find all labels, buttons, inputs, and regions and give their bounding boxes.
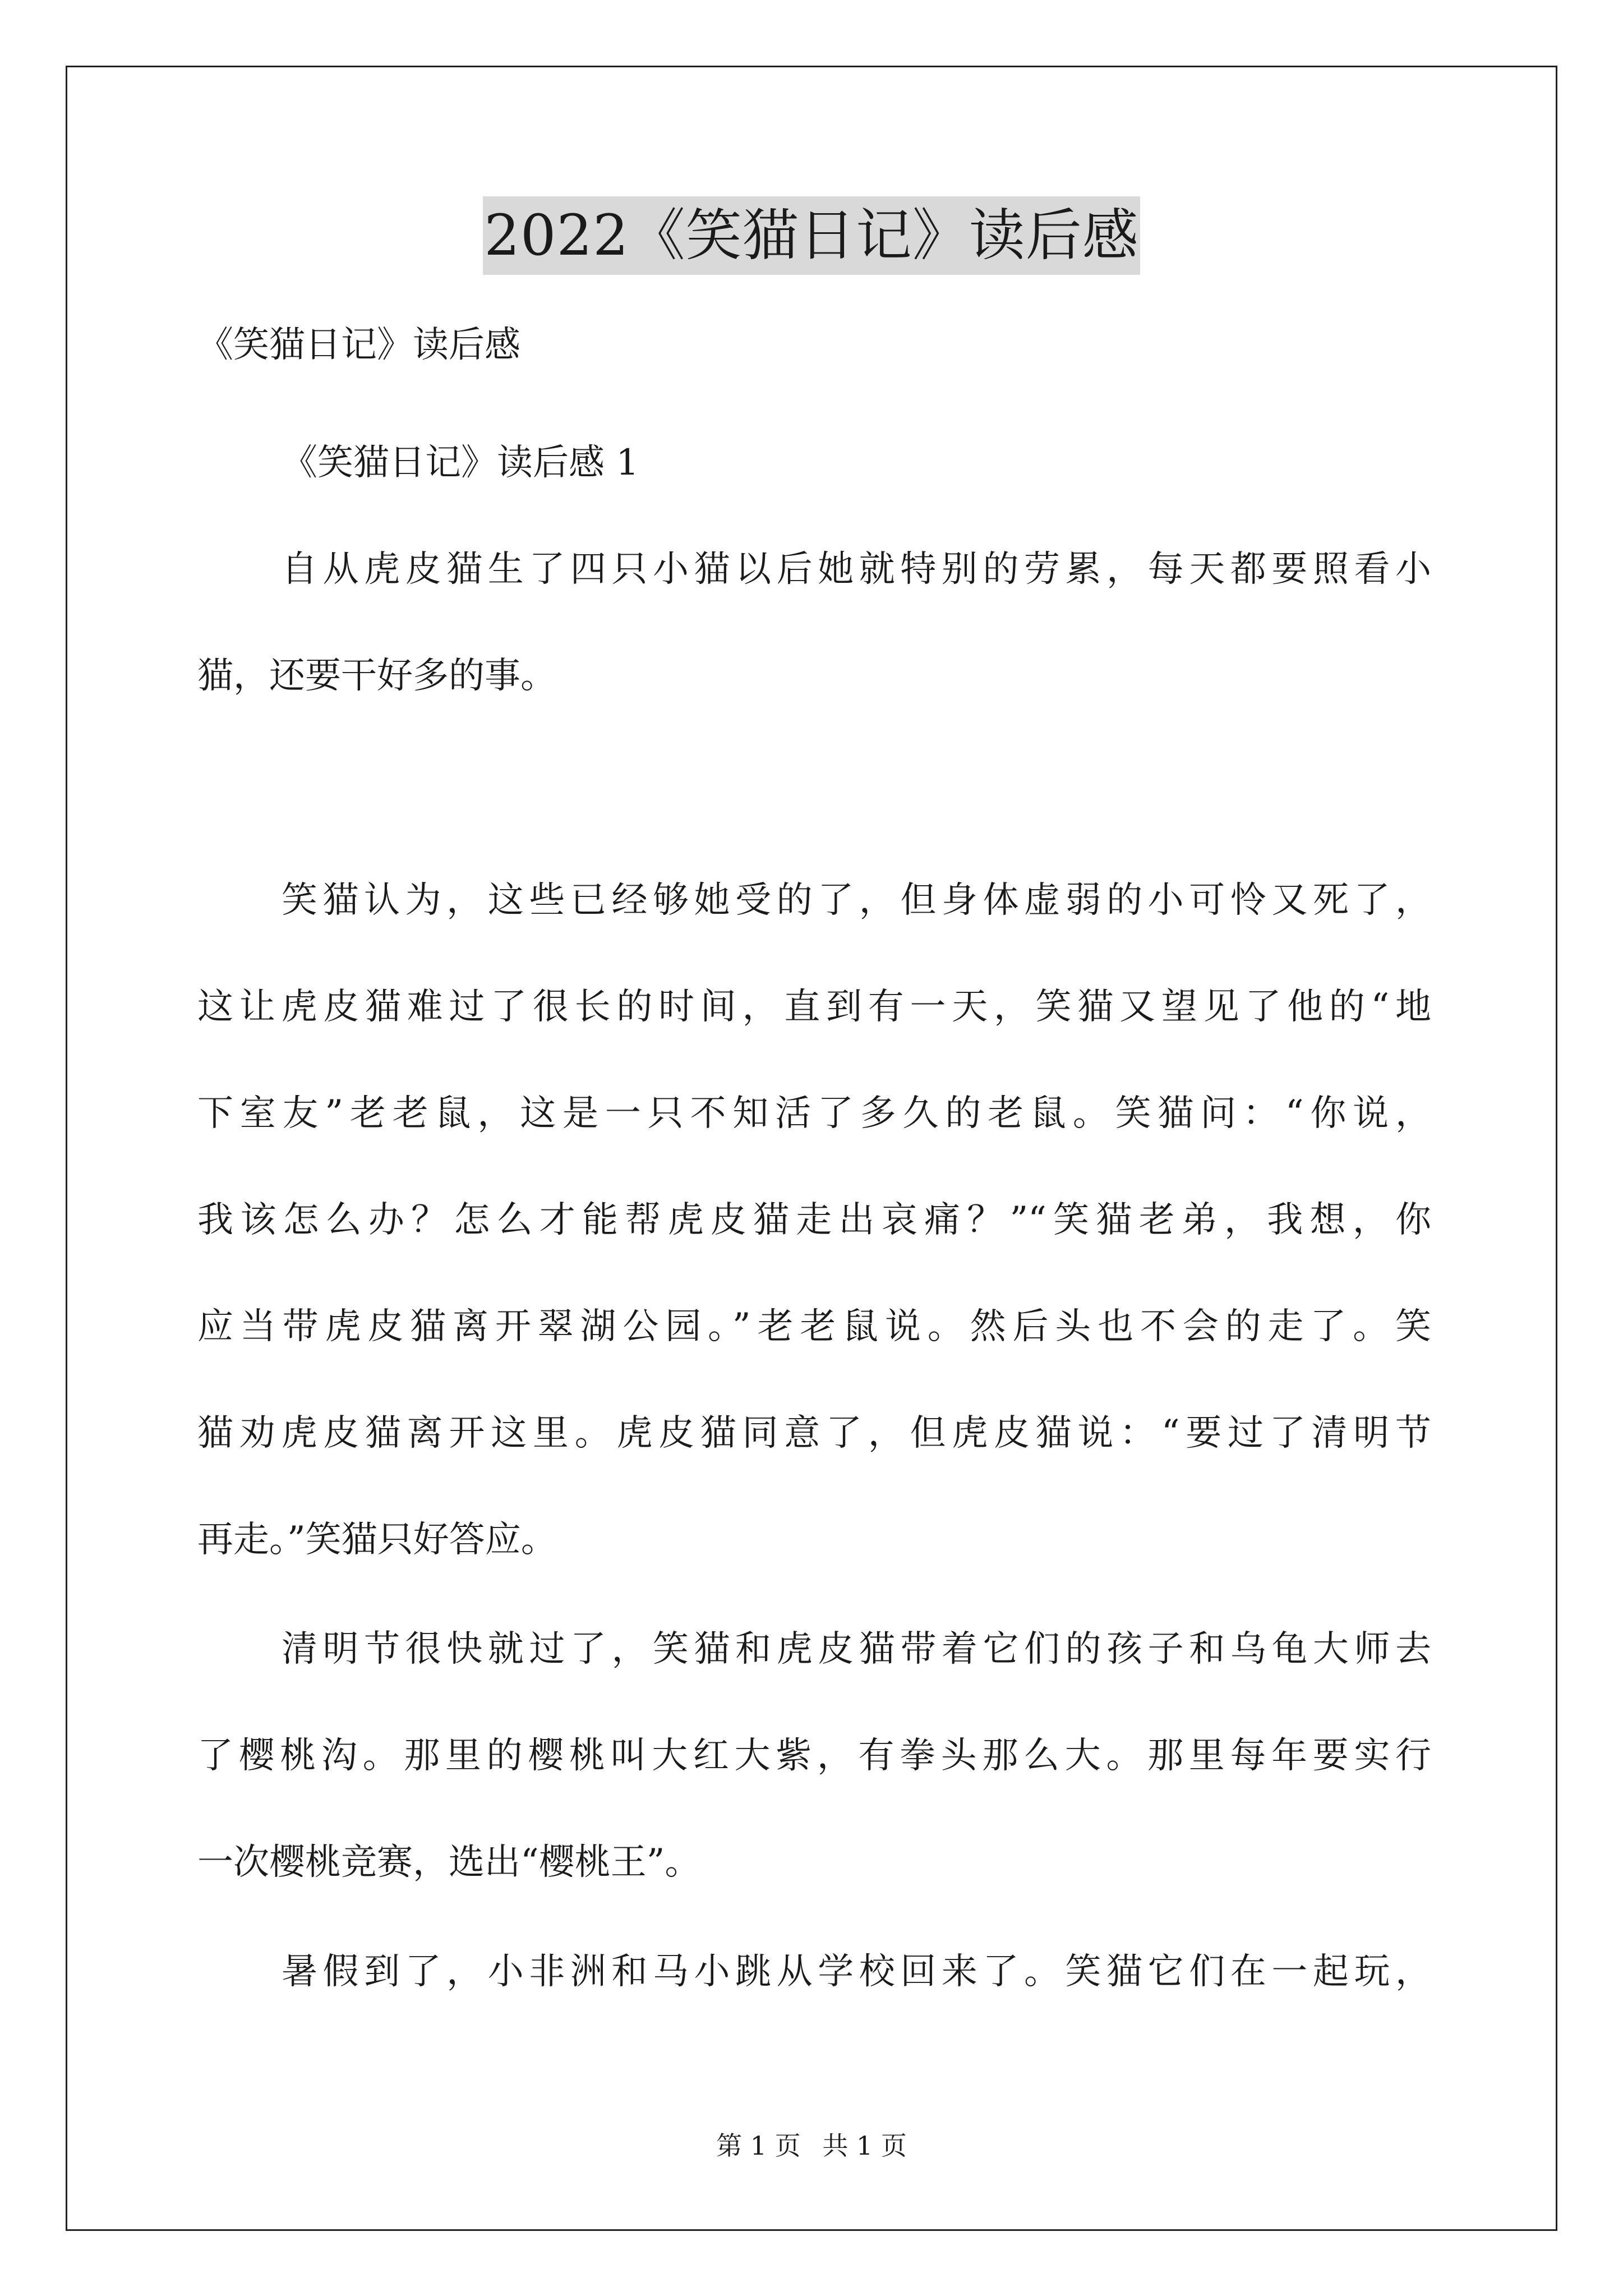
paragraph-line: 再走。”笑猫只好答应。	[197, 1519, 557, 1561]
page-border	[66, 66, 1557, 2231]
page-total: 共 1 页	[822, 2131, 907, 2161]
document-subtitle: 《笑猫日记》读后感	[197, 324, 520, 366]
section-heading: 《笑猫日记》读后感 1	[282, 442, 639, 484]
paragraph-line: 应当带虎皮猫离开翠湖公园。”老老鼠说。然后头也不会的走了。笑	[197, 1306, 1431, 1347]
page-footer	[0, 2129, 1623, 2162]
paragraph-line: 了樱桃沟。那里的樱桃叫大红大紫，有拳头那么大。那里每年要实行	[197, 1735, 1431, 1777]
page-number: 第 1 页	[716, 2131, 801, 2161]
paragraph-line: 笑猫认为，这些已经够她受的了，但身体虚弱的小可怜又死了，	[282, 880, 1431, 921]
paragraph-line: 猫劝虎皮猫离开这里。虎皮猫同意了，但虎皮猫说：“要过了清明节	[197, 1412, 1431, 1454]
paragraph-line: 下室友”老老鼠，这是一只不知活了多久的老鼠。笑猫问：“你说，	[197, 1093, 1431, 1134]
paragraph-line: 猫，还要干好多的事。	[197, 655, 556, 697]
document-title[interactable]: 2022《笑猫日记》读后感	[483, 196, 1140, 275]
paragraph-line: 我该怎么办？怎么才能帮虎皮猫走出哀痛？”“笑猫老弟，我想，你	[197, 1199, 1431, 1241]
paragraph-line: 一次樱桃竞赛，选出“樱桃王”。	[197, 1842, 701, 1883]
paragraph-line: 清明节很快就过了，笑猫和虎皮猫带着它们的孩子和乌龟大师去	[282, 1628, 1431, 1670]
title-container	[0, 196, 1623, 275]
paragraph-line: 暑假到了，小非洲和马小跳从学校回来了。笑猫它们在一起玩，	[282, 1951, 1431, 1993]
paragraph-line: 这让虎皮猫难过了很长的时间，直到有一天，笑猫又望见了他的“地	[197, 986, 1431, 1028]
paragraph-line: 自从虎皮猫生了四只小猫以后她就特别的劳累，每天都要照看小	[282, 549, 1431, 590]
